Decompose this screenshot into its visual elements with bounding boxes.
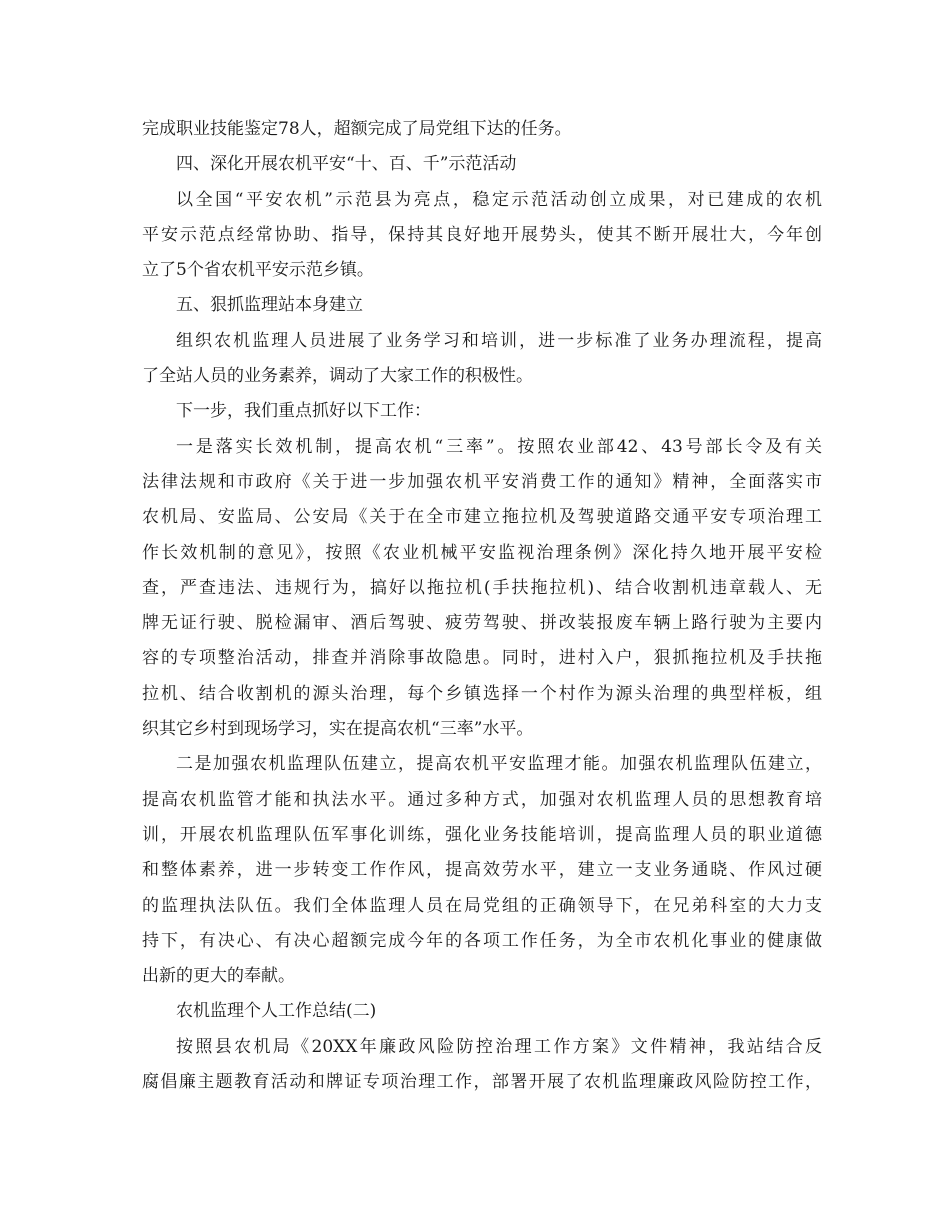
paragraph-line: 腐倡廉主题教育活动和牌证专项治理工作，部署开展了农机监理廉政风险防控工作，	[142, 1072, 822, 1093]
paragraph-line: 立了5个省农机平安示范乡镇。	[142, 260, 374, 281]
paragraph-line: 持下，有决心、有决心超额完成今年的各项工作任务，为全市农机化事业的健康做	[142, 930, 822, 951]
paragraph-line: 出新的更大的奉献。	[142, 966, 295, 987]
paragraph-line: 二是加强农机监理队伍建立，提高农机平安监理才能。加强农机监理队伍建立，	[176, 754, 822, 775]
paragraph-line: 牌无证行驶、脱检漏审、酒后驾驶、疲劳驾驶、拼改装报废车辆上路行驶为主要内	[142, 613, 822, 634]
paragraph-line: 完成职业技能鉴定78人，超额完成了局党组下达的任务。	[142, 119, 572, 139]
paragraph-line: 织其它乡村到现场学习，实在提高农机“三率”水平。	[142, 719, 534, 740]
paragraph-line: 农机局、安监局、公安局《关于在全市建立拖拉机及驾驶道路交通平安专项治理工	[142, 507, 822, 528]
paragraph-line: 提高农机监管才能和执法水平。通过多种方式，加强对农机监理人员的思想教育培	[142, 789, 822, 810]
paragraph-line: 作长效机制的意见》，按照《农业机械平安监视治理条例》深化持久地开展平安检	[142, 542, 822, 563]
paragraph-line: 查，严查违法、违规行为，搞好以拖拉机(手扶拖拉机)、结合收割机违章载人、无	[142, 577, 822, 598]
section-heading: 四、深化开展农机平安“十、百、千”示范活动	[176, 154, 517, 175]
section-title: 农机监理个人工作总结(二)	[176, 1001, 377, 1022]
paragraph-line: 下一步，我们重点抓好以下工作：	[176, 401, 431, 422]
paragraph-line: 拉机、结合收割机的源头治理，每个乡镇选择一个村作为源头治理的典型样板，组	[142, 683, 822, 704]
paragraph-line: 训，开展农机监理队伍军事化训练，强化业务技能培训，提高监理人员的职业道德	[142, 824, 822, 845]
paragraph-line: 以全国“平安农机”示范县为亮点，稳定示范活动创立成果，对已建成的农机	[176, 189, 822, 210]
paragraph-line: 组织农机监理人员进展了业务学习和培训，进一步标准了业务办理流程，提高	[176, 330, 822, 351]
paragraph-line: 按照县农机局《20XX年廉政风险防控治理工作方案》文件精神，我站结合反	[176, 1036, 822, 1057]
paragraph-line: 一是落实长效机制，提高农机“三率”。按照农业部42、43号部长令及有关	[176, 436, 822, 457]
paragraph-line: 法律法规和市政府《关于进一步加强农机平安消费工作的通知》精神，全面落实市	[142, 471, 822, 492]
paragraph-line: 的监理执法队伍。我们全体监理人员在局党组的正确领导下，在兄弟科室的大力支	[142, 895, 822, 916]
paragraph-line: 了全站人员的业务素养，调动了大家工作的积极性。	[142, 366, 533, 387]
paragraph-line: 平安示范点经常协助、指导，保持其良好地开展势头，使其不断开展壮大，今年创	[142, 224, 822, 245]
document-body	[142, 112, 822, 1100]
paragraph-line: 容的专项整治活动，排查并消除事故隐患。同时，进村入户，狠抓拖拉机及手扶拖	[142, 648, 822, 669]
paragraph-line: 和整体素养，进一步转变工作作风，提高效劳水平，建立一支业务通晓、作风过硬	[142, 860, 822, 881]
section-heading: 五、狠抓监理站本身建立	[176, 295, 363, 316]
